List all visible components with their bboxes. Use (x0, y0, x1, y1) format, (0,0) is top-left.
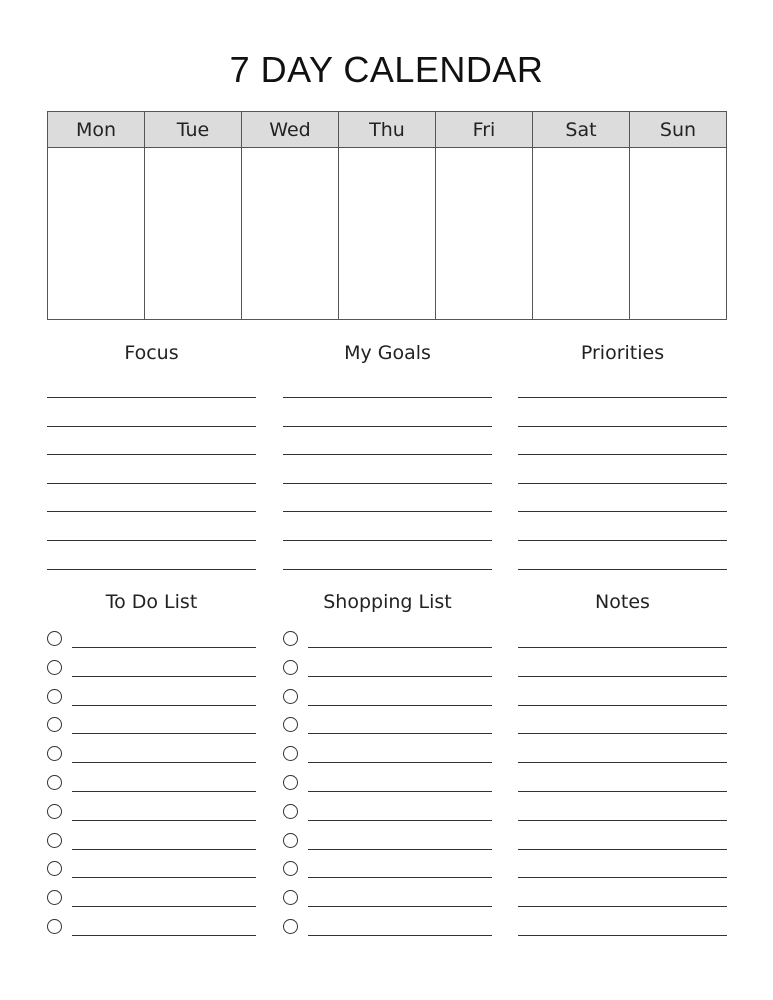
shopping-checkbox[interactable] (283, 861, 298, 876)
shopping-checkbox[interactable] (283, 689, 298, 704)
shopping-write-line[interactable] (308, 877, 492, 878)
todo-write-line[interactable] (72, 733, 256, 734)
shopping-write-line[interactable] (308, 820, 492, 821)
todo-write-line[interactable] (72, 762, 256, 763)
day-cell-thu[interactable] (339, 148, 435, 319)
focus-write-line[interactable] (47, 483, 256, 484)
day-column-tue (145, 112, 242, 319)
shopping-write-line[interactable] (308, 935, 492, 936)
notes-write-line[interactable] (518, 820, 727, 821)
day-cell-tue[interactable] (145, 148, 241, 319)
todo-write-line[interactable] (72, 849, 256, 850)
shopping-checkbox[interactable] (283, 660, 298, 675)
shopping-checkbox[interactable] (283, 717, 298, 732)
focus-title: Focus (124, 342, 179, 364)
day-header-mon: Mon (48, 112, 144, 148)
day-column-mon (48, 112, 145, 319)
shopping-checkbox[interactable] (283, 833, 298, 848)
todo-checkbox[interactable] (47, 861, 62, 876)
day-cell-wed[interactable] (242, 148, 338, 319)
focus-write-line[interactable] (47, 511, 256, 512)
shopping-checkbox[interactable] (283, 775, 298, 790)
day-cell-sat[interactable] (533, 148, 629, 319)
notes-write-line[interactable] (518, 906, 727, 907)
notes-write-line[interactable] (518, 676, 727, 677)
priorities-write-line[interactable] (518, 569, 727, 570)
goals-write-line[interactable] (283, 511, 492, 512)
todo-checkbox[interactable] (47, 890, 62, 905)
todo-checkbox[interactable] (47, 746, 62, 761)
todo-checkbox[interactable] (47, 660, 62, 675)
shopping-checkbox[interactable] (283, 890, 298, 905)
notes-write-line[interactable] (518, 647, 727, 648)
day-cell-fri[interactable] (436, 148, 532, 319)
priorities-write-line[interactable] (518, 397, 727, 398)
todo-write-line[interactable] (72, 791, 256, 792)
goals-write-line[interactable] (283, 426, 492, 427)
todo-write-line[interactable] (72, 935, 256, 936)
shopping-write-line[interactable] (308, 676, 492, 677)
shopping-checkbox[interactable] (283, 919, 298, 934)
shopping-write-line[interactable] (308, 791, 492, 792)
day-header-thu: Thu (339, 112, 435, 148)
notes-write-line[interactable] (518, 877, 727, 878)
priorities-write-line[interactable] (518, 454, 727, 455)
focus-write-line[interactable] (47, 569, 256, 570)
day-header-tue: Tue (145, 112, 241, 148)
shopping-write-line[interactable] (308, 647, 492, 648)
day-cell-mon[interactable] (48, 148, 144, 319)
shopping-checkbox[interactable] (283, 804, 298, 819)
shopping-checkbox[interactable] (283, 746, 298, 761)
notes-write-line[interactable] (518, 849, 727, 850)
shopping-write-line[interactable] (308, 733, 492, 734)
goals-write-line[interactable] (283, 454, 492, 455)
shopping-write-line[interactable] (308, 762, 492, 763)
priorities-write-line[interactable] (518, 540, 727, 541)
todo-checkbox[interactable] (47, 689, 62, 704)
priorities-title: Priorities (580, 342, 665, 364)
todo-title: To Do List (105, 591, 198, 613)
todo-checkbox[interactable] (47, 717, 62, 732)
day-column-fri (436, 112, 533, 319)
day-header-wed: Wed (242, 112, 338, 148)
day-cell-sun[interactable] (630, 148, 726, 319)
goals-write-line[interactable] (283, 397, 492, 398)
page-title: 7 DAY CALENDAR (229, 49, 544, 90)
focus-write-line[interactable] (47, 540, 256, 541)
todo-write-line[interactable] (72, 676, 256, 677)
notes-write-line[interactable] (518, 705, 727, 706)
shopping-write-line[interactable] (308, 849, 492, 850)
notes-write-line[interactable] (518, 791, 727, 792)
priorities-write-line[interactable] (518, 511, 727, 512)
todo-write-line[interactable] (72, 647, 256, 648)
todo-write-line[interactable] (72, 705, 256, 706)
shopping-write-line[interactable] (308, 906, 492, 907)
day-column-sat (533, 112, 630, 319)
focus-write-line[interactable] (47, 426, 256, 427)
day-header-sat: Sat (533, 112, 629, 148)
goals-title: My Goals (344, 342, 431, 364)
todo-checkbox[interactable] (47, 775, 62, 790)
day-header-fri: Fri (436, 112, 532, 148)
shopping-write-line[interactable] (308, 705, 492, 706)
day-column-wed (242, 112, 339, 319)
priorities-write-line[interactable] (518, 426, 727, 427)
todo-write-line[interactable] (72, 820, 256, 821)
todo-checkbox[interactable] (47, 804, 62, 819)
week-calendar-grid (47, 111, 727, 320)
goals-write-line[interactable] (283, 483, 492, 484)
todo-checkbox[interactable] (47, 919, 62, 934)
notes-write-line[interactable] (518, 762, 727, 763)
todo-checkbox[interactable] (47, 833, 62, 848)
notes-write-line[interactable] (518, 733, 727, 734)
day-header-sun: Sun (630, 112, 726, 148)
focus-write-line[interactable] (47, 397, 256, 398)
day-column-thu (339, 112, 436, 319)
notes-write-line[interactable] (518, 935, 727, 936)
day-column-sun (630, 112, 726, 319)
todo-write-line[interactable] (72, 877, 256, 878)
focus-write-line[interactable] (47, 454, 256, 455)
notes-title: Notes (595, 591, 650, 613)
priorities-write-line[interactable] (518, 483, 727, 484)
todo-write-line[interactable] (72, 906, 256, 907)
todo-checkbox[interactable] (47, 631, 62, 646)
shopping-checkbox[interactable] (283, 631, 298, 646)
goals-write-line[interactable] (283, 540, 492, 541)
shopping-title: Shopping List (323, 591, 452, 613)
goals-write-line[interactable] (283, 569, 492, 570)
